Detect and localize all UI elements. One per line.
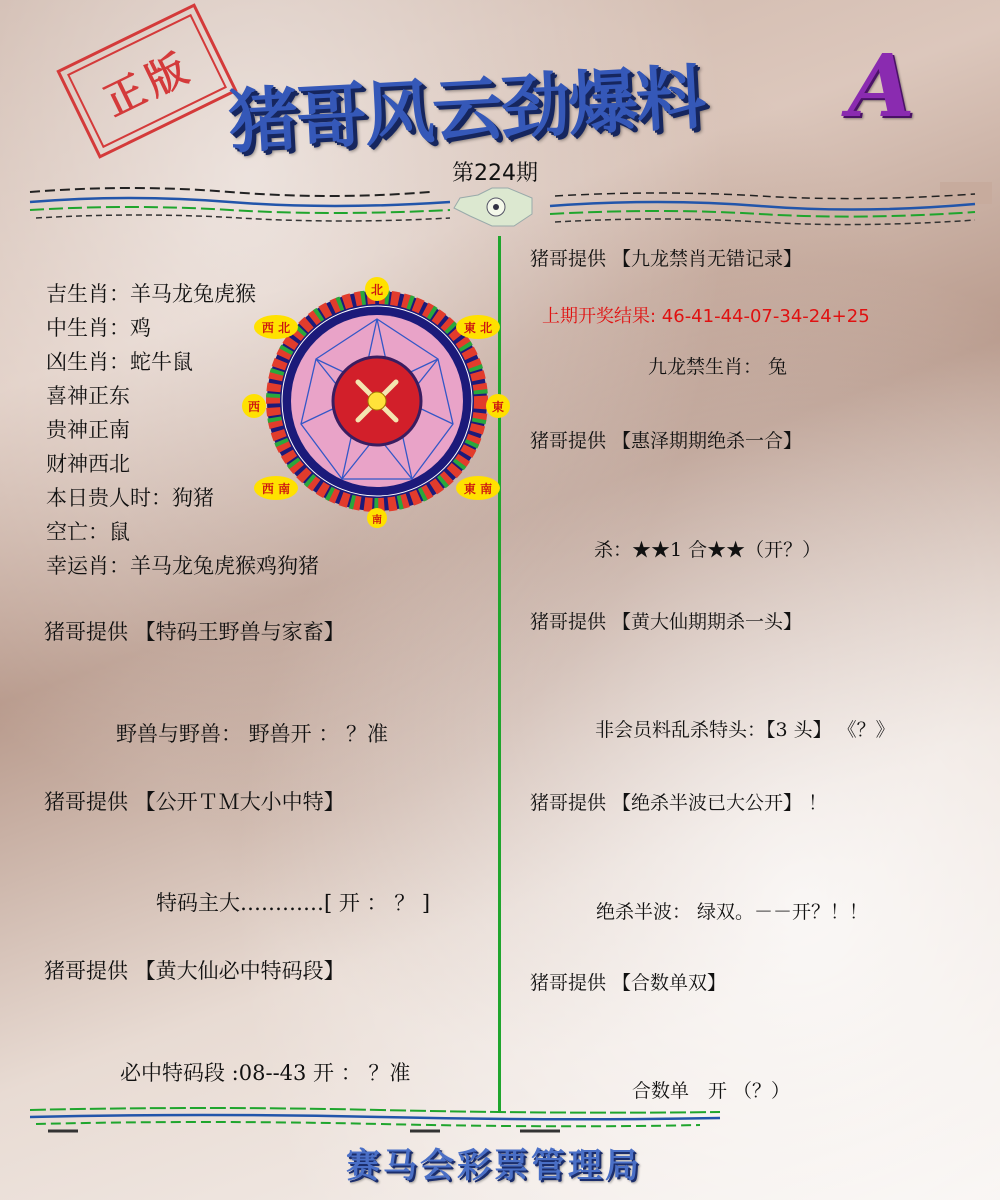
- section-wave-heading: 猪哥提供 【绝杀半波已大公开】 ！: [530, 792, 828, 814]
- info-wealth-god: 财神西北: [46, 452, 130, 476]
- compass-southeast: 東 南: [463, 482, 493, 496]
- section-oddeven-heading: 猪哥提供 【合数单双】: [530, 972, 727, 994]
- section-head-heading: 猪哥提供 【黄大仙期期杀一头】: [530, 611, 803, 633]
- section-head-content: 非会员料乱杀特头：【3 头】 《？》: [595, 719, 895, 741]
- stamp-text: 正版: [96, 42, 200, 125]
- edition-letter: A: [848, 36, 915, 137]
- compass-northwest: 西 北: [261, 321, 291, 335]
- info-void: 空亡：鼠: [46, 520, 130, 544]
- flower-ornament-icon: [454, 188, 532, 226]
- section-size-heading: 猪哥提供 【公开ＴＭ大小中特】: [44, 790, 345, 814]
- section-jiulong-heading: 猪哥提供 【九龙禁肖无错记录】: [530, 248, 803, 270]
- compass-northeast: 東 北: [463, 321, 493, 335]
- compass-east: 東: [491, 400, 505, 414]
- feng-shui-compass: [240, 274, 510, 530]
- section-range-heading: 猪哥提供 【黄大仙必中特码段】: [44, 959, 345, 983]
- section-wave-content: 绝杀半波： 绿双。－－开？！！: [596, 901, 869, 923]
- section-wild-domestic-content: 野兽与野兽： 野兽开 ： ？准: [116, 722, 389, 746]
- section-wild-domestic-heading: 猪哥提供 【特码王野兽与家畜】: [44, 620, 345, 644]
- page-title: 猪哥风云劲爆料: [226, 56, 707, 164]
- compass-north: 北: [370, 283, 384, 297]
- compass-west: 西: [247, 400, 261, 414]
- footer-organization: 赛马会彩票管理局: [346, 1146, 642, 1186]
- compass-south: 南: [372, 515, 382, 526]
- section-huize-heading: 猪哥提供 【惠泽期期绝杀一合】: [530, 430, 803, 452]
- info-noble-hour: 本日贵人时：狗猪: [46, 486, 214, 510]
- top-wave-divider: [0, 180, 1000, 240]
- issue-number: 第224期: [452, 161, 538, 186]
- bottom-wave-divider: [0, 1104, 1000, 1138]
- authentic-stamp: [56, 3, 237, 159]
- section-jiulong-content: 九龙禁生肖： 兔: [648, 356, 788, 378]
- section-oddeven-content: 合数单 开 （？）: [632, 1080, 791, 1102]
- info-noble-god: 贵神正南: [46, 418, 130, 442]
- info-fortune-zodiac: 幸运肖：羊马龙兔虎猴鸡狗猪: [46, 554, 319, 578]
- section-size-content: 特码主大…………[ 开 ： ？ ]: [156, 891, 431, 915]
- info-joy-god: 喜神正东: [46, 384, 130, 408]
- info-middle-zodiac: 中生肖：鸡: [46, 316, 151, 340]
- info-bad-zodiac: 凶生肖：蛇牛鼠: [46, 350, 193, 374]
- section-huize-content: 杀：★★1 合★★（开？）: [594, 539, 822, 561]
- info-lucky-zodiac: 吉生肖：羊马龙兔虎猴: [46, 282, 256, 306]
- section-range-content: 必中特码段 :08--43 开 ： ？准: [120, 1061, 411, 1085]
- compass-southwest: 西 南: [261, 482, 291, 496]
- last-draw-result: 上期开奖结果: 46-41-44-07-34-24+25: [542, 306, 870, 327]
